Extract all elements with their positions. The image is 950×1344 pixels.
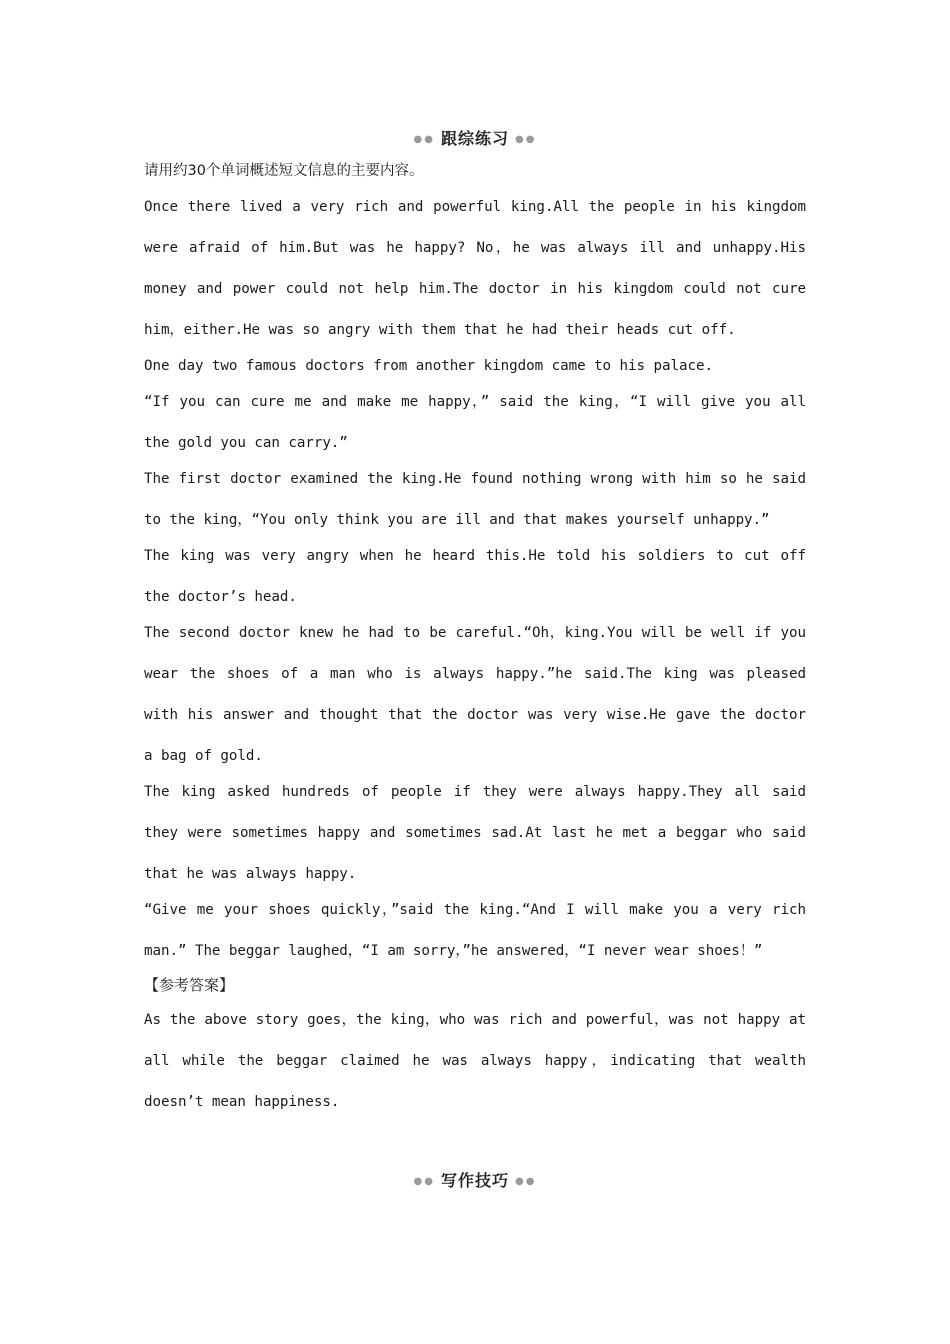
story-paragraph: One day two famous doctors from another kingdom came to his palace. xyxy=(144,358,713,374)
instruction-text: 请用约30个单词概述短文信息的主要内容。 xyxy=(144,163,424,179)
story-paragraph: “Give me your shoes quickly，”said the king.“And I will make you a very rich man.” The beggar laughed，“I am sorry，”he answered，“I never wear shoes！” xyxy=(144,902,806,959)
story-paragraph: Once there lived a very rich and powerful king.All the people in his kingdom were afraid of him.But was he happy? No，he was always ill and unhappy.His money and power could not help him.The doctor in his kingdom could not cure him，either.He was so angry with them that he had their heads cut off. xyxy=(144,199,806,338)
decorative-dots-icon: ●● xyxy=(515,1176,537,1187)
story-paragraph: The first doctor examined the king.He found nothing wrong with him so he said to the king，“You only think you are ill and that makes yourself unhappy.” xyxy=(144,471,806,528)
section-heading-practice xyxy=(0,126,950,149)
answer-label: 【参考答案】 xyxy=(144,976,235,994)
story-paragraph: The second doctor knew he had to be careful.“Oh，king.You will be well if you wear the shoes of a man who is always happy.”he said.The king was pleased with his answer and thought that the doctor was very wise.He gave the doctor a bag of gold. xyxy=(144,625,806,764)
section-title: 写作技巧 xyxy=(440,1171,509,1190)
story-paragraph: “If you can cure me and make me happy，” said the king，“I will give you all the gold you can carry.” xyxy=(144,394,806,451)
decorative-dots-icon: ●● xyxy=(413,1176,435,1187)
story-paragraph: The king was very angry when he heard this.He told his soldiers to cut off the doctor’s head. xyxy=(144,548,806,605)
section-heading-writing-skills xyxy=(0,1168,950,1191)
answer-text: As the above story goes，the king，who was rich and powerful，was not happy at all while the beggar claimed he was always happy，indicating that wealth doesn’t mean happiness. xyxy=(144,1012,806,1110)
decorative-dots-icon: ●● xyxy=(413,134,435,145)
decorative-dots-icon: ●● xyxy=(515,134,537,145)
story-paragraph: The king asked hundreds of people if they were always happy.They all said they were sometimes happy and sometimes sad.At last he met a beggar who said that he was always happy. xyxy=(144,784,806,882)
exercise-body xyxy=(144,158,806,1123)
section-title: 跟综练习 xyxy=(440,129,509,148)
